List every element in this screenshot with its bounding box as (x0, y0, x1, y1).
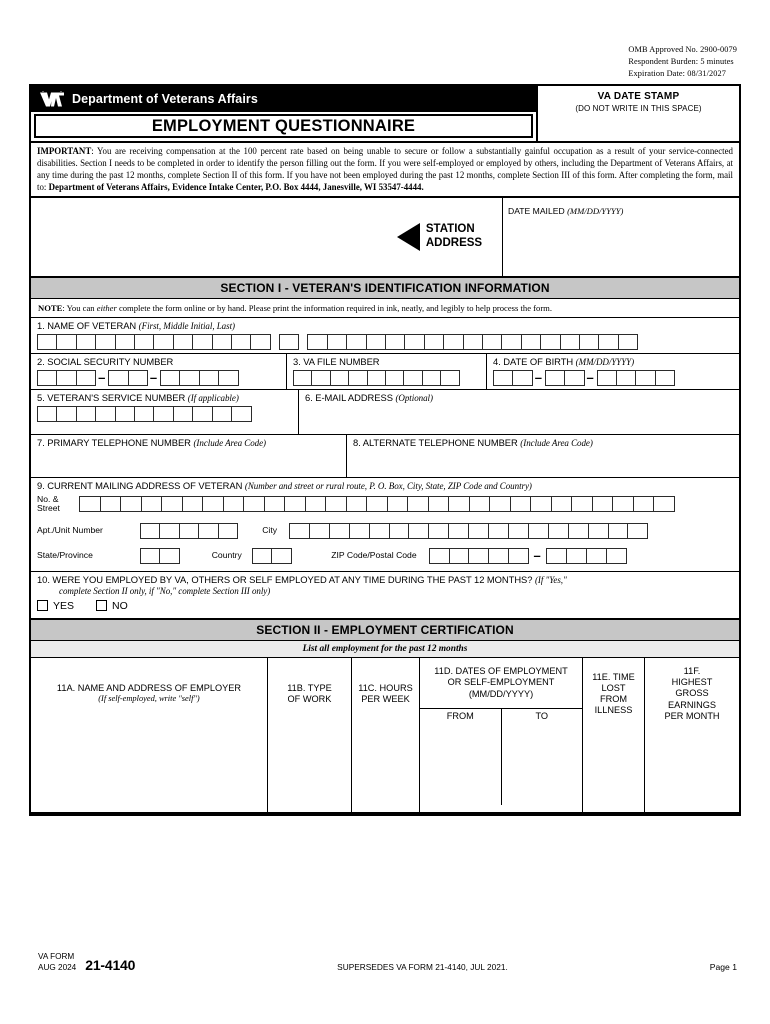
agency-name: Department of Veterans Affairs (72, 92, 258, 106)
footer-va-form-label: VA FORM (38, 952, 75, 961)
column-11d-from-cell[interactable] (420, 723, 502, 805)
field-name-of-veteran (31, 318, 739, 353)
field-mailing-address (31, 478, 739, 571)
field-date-of-birth (486, 354, 739, 389)
column-11f-line4: EARNINGS (668, 699, 716, 710)
field-3-label: 3. VA FILE NUMBER (293, 355, 380, 367)
form-title-box (34, 114, 533, 138)
column-11f-header (645, 658, 739, 730)
note-emphasis: either (96, 302, 117, 313)
footer-supersedes: SUPERSEDES VA FORM 21-4140, JUL 2021. (337, 962, 508, 973)
state-comb-input[interactable] (140, 548, 179, 564)
state-label: State/Province (37, 550, 93, 561)
column-11c-header (352, 658, 419, 730)
field-alternate-telephone[interactable] (346, 435, 739, 477)
apt-comb-input[interactable] (140, 523, 237, 539)
important-body: : You are receiving compensation at the 100 percent rate based on being unable to secure or follow a substantially gainful occupation as a result of your service-connected disabilities. Section I needs to be completed in order to identify the person filling out the form. If you were self-employed or employed by others, including the Department of Veterans Affairs, at any time during the past 12 months, complete Section II of this form. If you have not been employed during the past 12 months, complete Section III of this form. After completing the form, mail to: (37, 146, 733, 192)
column-11f-line1: 11F. (683, 665, 701, 676)
column-11a-title: 11A. NAME AND ADDRESS OF EMPLOYER (56, 683, 242, 694)
section-2-list-note: List all employment for the past 12 months (31, 641, 739, 658)
checkbox-yes-label: YES (53, 599, 75, 612)
address-street-row (37, 495, 735, 514)
checkbox-no[interactable] (96, 600, 107, 611)
country-label: Country (211, 550, 242, 561)
service-number-comb-input[interactable] (37, 406, 294, 422)
important-notice-block (31, 141, 739, 196)
field-7-label-text: 7. PRIMARY TELEPHONE NUMBER (37, 436, 194, 448)
street-label-line2: Street (37, 503, 60, 514)
column-11f-line3: GROSS (675, 688, 709, 699)
column-11d-line1: 11D. DATES OF EMPLOYMENT (434, 666, 568, 677)
column-11b-line2: OF WORK (287, 693, 332, 704)
ssn-comb-input[interactable] (37, 370, 282, 386)
note-label: NOTE (38, 302, 63, 313)
va-agency-band (31, 86, 536, 112)
field-10-hint2: complete Section II only, if "No," complete Section III only) (59, 585, 271, 596)
field-8-label-text: 8. ALTERNATE TELEPHONE NUMBER (353, 436, 521, 448)
field-6-label-text: 6. E-MAIL ADDRESS (305, 391, 396, 403)
address-apt-city-row (37, 523, 735, 539)
station-address-blank-area (31, 198, 377, 276)
dob-dash-2: – (586, 370, 594, 386)
column-11c (352, 658, 420, 812)
footer-form-number: 21-4140 (85, 957, 136, 974)
apt-label: Apt./Unit Number (37, 525, 103, 536)
field-email-address[interactable] (298, 390, 739, 434)
form-title: EMPLOYMENT QUESTIONNAIRE (151, 116, 416, 135)
column-11f-line5: PER MONTH (664, 710, 720, 721)
column-11e-cell[interactable] (583, 730, 644, 812)
field-service-number (31, 390, 298, 434)
field-1-label-text: 1. NAME OF VETERAN (37, 319, 139, 331)
column-11d-format: (MM/DD/YYYY) (468, 688, 534, 699)
date-stamp-subtitle: (DO NOT WRITE IN THIS SPACE) (575, 104, 702, 113)
station-address-row (31, 196, 739, 276)
column-11d-header (420, 658, 582, 708)
field-7-hint: (Include Area Code) (193, 437, 266, 448)
column-11e-line4: ILLNESS (594, 705, 633, 716)
date-stamp-title: VA DATE STAMP (597, 91, 680, 102)
field-row-telephones (31, 435, 739, 478)
employment-answer-group (37, 600, 735, 612)
station-address-label (426, 223, 482, 250)
dob-dash-1: – (534, 370, 542, 386)
field-social-security-number (31, 354, 286, 389)
column-11b-header (268, 658, 351, 730)
field-9-label-text: 9. CURRENT MAILING ADDRESS OF VETERAN (37, 479, 245, 491)
field-9-label (37, 480, 735, 491)
field-5-hint: (If applicable) (187, 392, 239, 403)
ssn-dash-1: – (98, 370, 106, 386)
station-label-line2: ADDRESS (425, 236, 483, 249)
street-label-line1: No. & (37, 493, 59, 504)
field-primary-telephone[interactable] (31, 435, 346, 477)
zip-dash: – (533, 548, 541, 564)
city-label: City (262, 525, 278, 536)
footer-form-date: AUG 2024 (38, 962, 77, 972)
zip-label: ZIP Code/Postal Code (331, 550, 417, 561)
column-11a (31, 658, 268, 812)
column-11f-cell[interactable] (645, 730, 739, 812)
street-comb-input[interactable] (79, 496, 674, 512)
field-10-hint1: (If "Yes," (534, 574, 567, 585)
column-11a-hint: (If self-employed, write "self") (98, 694, 200, 704)
note-text-a: : You can (62, 302, 97, 313)
field-8-hint: (Include Area Code) (520, 437, 593, 448)
form-header (31, 86, 739, 141)
checkbox-no-label: NO (112, 599, 128, 612)
station-label-line1: STATION (425, 223, 475, 236)
column-11d-from-label: FROM (420, 709, 502, 723)
column-11f-line2: HIGHEST (671, 677, 713, 688)
zip-comb-input[interactable] (429, 548, 626, 564)
field-7-label (37, 437, 342, 448)
street-label (37, 495, 79, 514)
important-notice-text (35, 146, 735, 194)
column-11d-cells (420, 723, 582, 805)
important-label: IMPORTANT (37, 146, 92, 156)
column-11e-line2: LOST (601, 682, 626, 693)
field-5-label-text: 5. VETERAN'S SERVICE NUMBER (37, 391, 188, 403)
column-11e-line1: 11E. TIME (592, 671, 635, 682)
address-state-country-zip-row (37, 548, 735, 564)
date-mailed-label: DATE MAILED (508, 205, 568, 216)
column-11e (583, 658, 645, 812)
field-row-name (31, 318, 739, 354)
column-11e-header (583, 658, 644, 730)
field-va-file-number (286, 354, 486, 389)
station-address-pointer (377, 198, 502, 276)
ssn-dash-2: – (149, 370, 158, 386)
date-mailed-field[interactable] (502, 198, 739, 276)
column-11b-line1: 11B. TYPE (287, 682, 332, 693)
field-row-service-email (31, 390, 739, 435)
column-11c-cell[interactable] (352, 730, 419, 812)
form-sheet (29, 84, 741, 816)
section-1-note (31, 299, 739, 318)
left-arrow-icon (397, 223, 420, 251)
field-10-label-text: 10. WERE YOU EMPLOYED BY VA, OTHERS OR SELF EMPLOYED AT ANY TIME DURING THE PAST 12 MONTHS? (37, 573, 535, 585)
form-header-left (31, 86, 536, 141)
name-comb-input[interactable] (37, 334, 735, 350)
column-11c-line1: 11C. HOURS (358, 682, 413, 693)
dob-comb-input[interactable] (493, 370, 735, 386)
column-11a-header (31, 658, 267, 730)
field-4-hint: (MM/DD/YYYY) (575, 356, 635, 367)
column-11d-line2: OR SELF-EMPLOYMENT (447, 677, 555, 688)
field-employment-question (31, 572, 739, 618)
section-2-header: SECTION II - EMPLOYMENT CERTIFICATION (31, 618, 739, 641)
field-5-label (37, 392, 294, 403)
column-11d (420, 658, 583, 812)
column-11a-cell[interactable] (31, 730, 267, 812)
omb-number: OMB Approved No. 2900-0079 (628, 45, 737, 54)
note-text-b: complete the form online or by hand. Please print the information required in ink, neatly, and legibly to help process the form. (116, 302, 553, 313)
city-comb-input[interactable] (289, 523, 647, 539)
field-9-hint: (Number and street or rural route, P. O. Box, City, State, ZIP Code and Country) (244, 480, 532, 491)
section-1-header: SECTION I - VETERAN'S IDENTIFICATION INFORMATION (31, 276, 739, 299)
field-2-label: 2. SOCIAL SECURITY NUMBER (37, 355, 174, 367)
field-6-hint: (Optional) (395, 392, 433, 403)
form-footer (38, 952, 737, 973)
va-file-comb-input[interactable] (293, 370, 482, 386)
form-outer-frame (29, 84, 741, 816)
field-1-hint: (First, Middle Initial, Last) (138, 320, 235, 331)
column-11d-subheaders (420, 708, 582, 723)
expiration-date: Expiration Date: 08/31/2027 (628, 68, 727, 78)
employment-table (31, 658, 739, 814)
column-11e-line3: FROM (599, 693, 628, 704)
va-date-stamp-box (536, 86, 739, 141)
column-11b (268, 658, 352, 812)
va-seal-icon (39, 91, 65, 108)
date-mailed-format: (MM/DD/YYYY) (567, 205, 624, 216)
field-8-label (353, 437, 735, 448)
mail-to-address: Department of Veterans Affairs, Evidence Intake Center, P.O. Box 4444, Janesville, WI 53547-4444. (48, 181, 424, 192)
field-4-label (493, 356, 735, 367)
field-row-ssn-vafile-dob (31, 354, 739, 390)
field-6-label (305, 392, 735, 403)
field-1-label (37, 320, 735, 331)
column-11b-cell[interactable] (268, 730, 351, 812)
column-11f (645, 658, 739, 812)
field-row-employment-question (31, 572, 739, 618)
checkbox-yes[interactable] (37, 600, 48, 611)
column-11d-to-label: TO (535, 710, 549, 721)
footer-form-info (38, 952, 76, 973)
country-comb-input[interactable] (252, 548, 291, 564)
footer-page-number: Page 1 (709, 962, 737, 973)
column-11c-line2: PER WEEK (361, 693, 410, 704)
field-4-label-text: 4. DATE OF BIRTH (493, 355, 576, 367)
field-10-label (37, 574, 735, 585)
field-row-mailing-address (31, 478, 739, 572)
respondent-burden: Respondent Burden: 5 minutes (628, 56, 734, 66)
omb-approval-block (628, 44, 737, 79)
column-11d-to-cell[interactable] (502, 723, 583, 805)
